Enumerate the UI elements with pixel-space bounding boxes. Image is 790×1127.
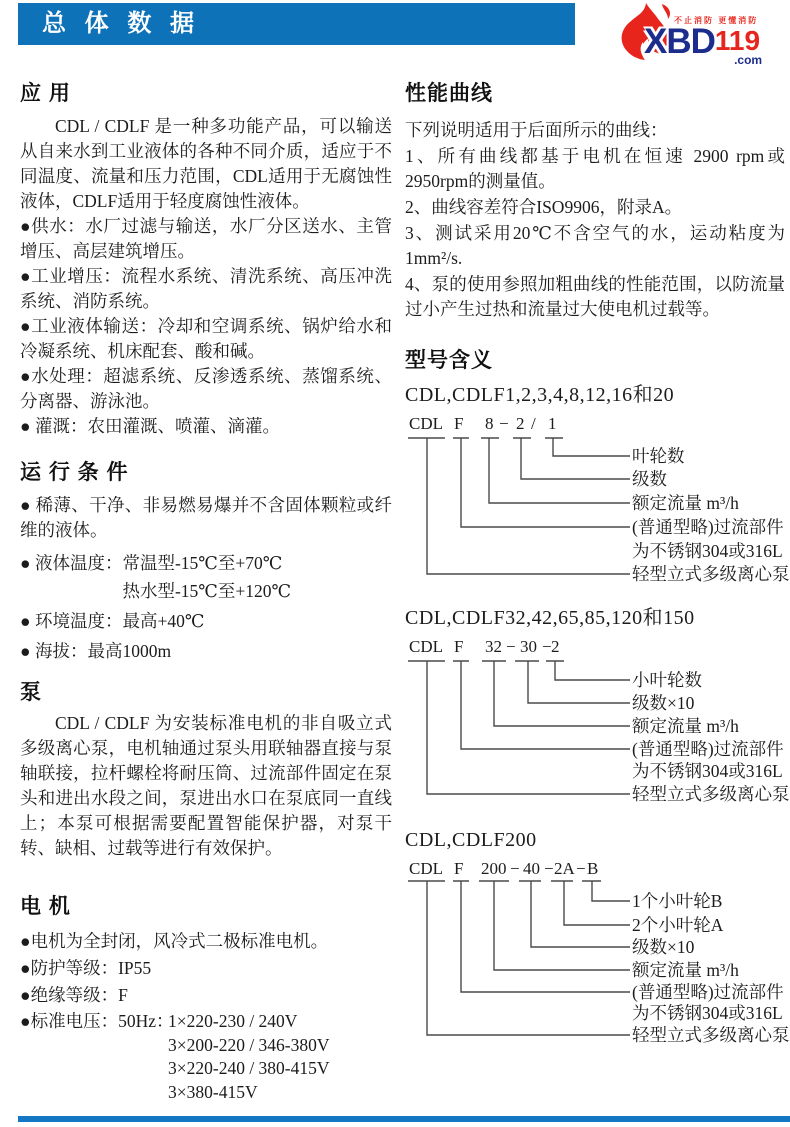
diagram-label: 额定流量 m³/h [632, 493, 739, 513]
brand-text [644, 22, 763, 67]
diagram-label: 小叶轮数 [632, 670, 702, 690]
pump-heading: 泵 [20, 681, 42, 704]
application-bullet: ● 灌溉：农田灌溉、喷灌、滴灌。 [20, 416, 280, 436]
motor-item: ●绝缘等级：F [20, 985, 128, 1005]
model-diagram-2 [405, 637, 790, 815]
liquid-temp-line: 常温型-15℃至+70℃ [122, 553, 283, 573]
diagram-label: 级数×10 [632, 937, 695, 957]
column-left [20, 80, 392, 1104]
code-token: F [454, 414, 464, 433]
motor-heading: 电 机 [20, 895, 71, 918]
code-token: 32 [485, 637, 502, 656]
diagram-label: 轻型立式多级离心泵 [632, 1025, 790, 1045]
brand-logo [612, 0, 790, 67]
diagram-label: 叶轮数 [632, 446, 685, 466]
liquid-temp-values [122, 549, 291, 605]
diagram-title: CDL,CDLF200 [405, 829, 537, 851]
code-token: 2 [516, 414, 525, 433]
application-bullet: ●工业液体输送：冷却和空调系统、锅炉给水和冷凝系统、机床配套、酸和碱。 [20, 316, 392, 361]
brand-com: .com [734, 53, 763, 67]
motor-item: ●电机为全封闭，风冷式二极标准电机。 [20, 931, 329, 951]
code-token: − [576, 859, 586, 878]
model-diagram-1 [405, 414, 790, 596]
voltage-label: ●标准电压：50Hz： [20, 1011, 174, 1031]
voltage-line: 3×220-240 / 380-415V [168, 1058, 330, 1078]
liquid-temp-line: 热水型-15℃至+120℃ [122, 581, 292, 601]
diagram-label: (普通型略)过流部件 [632, 739, 784, 759]
diagram-title: CDL,CDLF1,2,3,4,8,12,16和20 [405, 384, 675, 406]
voltage-line: 3×200-220 / 346-380V [168, 1034, 330, 1055]
code-token: − [544, 859, 554, 878]
diagram-label: 为不锈钢304或316L [632, 541, 783, 561]
operating-item-liquid-temp [20, 549, 392, 605]
diagram-title: CDL,CDLF32,42,65,85,120和150 [405, 607, 695, 629]
voltage-line: 3×380-415V [168, 1081, 258, 1102]
diagram-label: (普通型略)过流部件 [632, 517, 784, 537]
diagram-label: 1个小叶轮B [632, 891, 723, 911]
operating-heading: 运 行 条 件 [20, 461, 129, 484]
brand-xbd: XBD [644, 22, 715, 61]
diagram-label: 轻型立式多级离心泵 [632, 564, 790, 584]
code-token: − [506, 637, 516, 656]
code-token: / [531, 414, 536, 433]
brand-slogan: 不止消防 更懂消防 [674, 16, 759, 25]
liquid-temp-label: ● 液体温度： [20, 553, 123, 573]
motor-item-voltage [20, 1010, 392, 1104]
curves-note: 3、测试采用20℃不含空气的水，运动粘度为1mm²/s. [405, 223, 785, 268]
application-intro: CDL / CDLF 是一种多功能产品，可以输送从自来水到工业液体的各种不同介质，适应于不同温度、流量和压力范围，CDL适用于无腐蚀性液体，CDLF适用于轻度腐蚀性液体。 [20, 116, 392, 211]
header-bar [18, 3, 575, 45]
curves-note: 4、泵的使用参照加粗曲线的性能范围，以防流量过小产生过热和流量过大使电机过载等。 [405, 274, 785, 319]
diagram-label: (普通型略)过流部件 [632, 982, 784, 1002]
diagram-label: 轻型立式多级离心泵 [632, 784, 790, 804]
application-bullet: ●供水：水厂过滤与输送，水厂分区送水、主管增压、高层建筑增压。 [20, 216, 392, 261]
diagram-label: 为不锈钢304或316L [632, 761, 783, 781]
code-token: − [499, 414, 509, 433]
application-heading: 应 用 [20, 82, 71, 105]
curves-heading: 性能曲线 [405, 82, 493, 105]
code-token: F [454, 859, 464, 878]
voltage-values [168, 1010, 330, 1104]
code-token: 2A [554, 859, 575, 878]
curves-note: 2、曲线容差符合ISO9906，附录A。 [405, 197, 683, 217]
models-heading: 型号含义 [405, 349, 493, 372]
curves-intro: 下列说明适用于后面所示的曲线： [405, 120, 668, 140]
page-title: 总 体 数 据 [42, 10, 201, 37]
curves-note: 1、所有曲线都基于电机在恒速 2900 rpm或2950rpm的测量值。 [405, 146, 785, 191]
code-token: 200 [481, 859, 507, 878]
motor-item: ●防护等级：IP55 [20, 958, 152, 978]
column-right [405, 80, 790, 1057]
code-token: 40 [523, 859, 540, 878]
code-token: CDL [409, 859, 443, 878]
code-token: CDL [409, 637, 443, 656]
diagram-label: 额定流量 m³/h [632, 960, 739, 980]
code-token: F [454, 637, 464, 656]
application-bullet: ●水处理：超滤系统、反渗透系统、蒸馏系统、分离器、游泳池。 [20, 366, 392, 411]
application-bullet: ●工业增压：流程水系统、清洗系统、高压冲洗系统、消防系统。 [20, 266, 392, 311]
code-token: 1 [548, 414, 557, 433]
voltage-line: 1×220-230 / 240V [168, 1011, 298, 1031]
code-token: CDL [409, 414, 443, 433]
code-token: 2 [551, 637, 560, 656]
code-token: − [510, 859, 520, 878]
code-token: 8 [485, 414, 494, 433]
operating-item: ● 环境温度：最高+40℃ [20, 611, 205, 631]
bottom-rule [18, 1116, 790, 1122]
diagram-label: 为不锈钢304或316L [632, 1003, 783, 1023]
diagram-label: 级数×10 [632, 693, 695, 713]
diagram-label: 级数 [632, 469, 667, 489]
diagram-label: 2个小叶轮A [632, 915, 724, 935]
diagram-label: 额定流量 m³/h [632, 716, 739, 736]
operating-item: ● 海拔：最高1000m [20, 641, 172, 661]
code-token: B [587, 859, 599, 878]
code-token: − [542, 637, 552, 656]
model-diagram-3 [405, 859, 790, 1057]
operating-item: ● 稀薄、干净、非易燃易爆并不含固体颗粒或纤维的液体。 [20, 495, 392, 540]
code-token: 30 [520, 637, 537, 656]
pump-body: CDL / CDLF 为安装标准电机的非自吸立式多级离心泵，电机轴通过泵头用联轴器直接与泵轴联接，拉杆螺栓将耐压筒、过流部件固定在泵头和进出水段之间，泵进出水口在泵底同一直线上；本泵可根据需要配置智能保护器，对泵干转、缺相、过载等进行有效保护。 [20, 713, 392, 858]
brand-119: 119 [714, 25, 761, 56]
